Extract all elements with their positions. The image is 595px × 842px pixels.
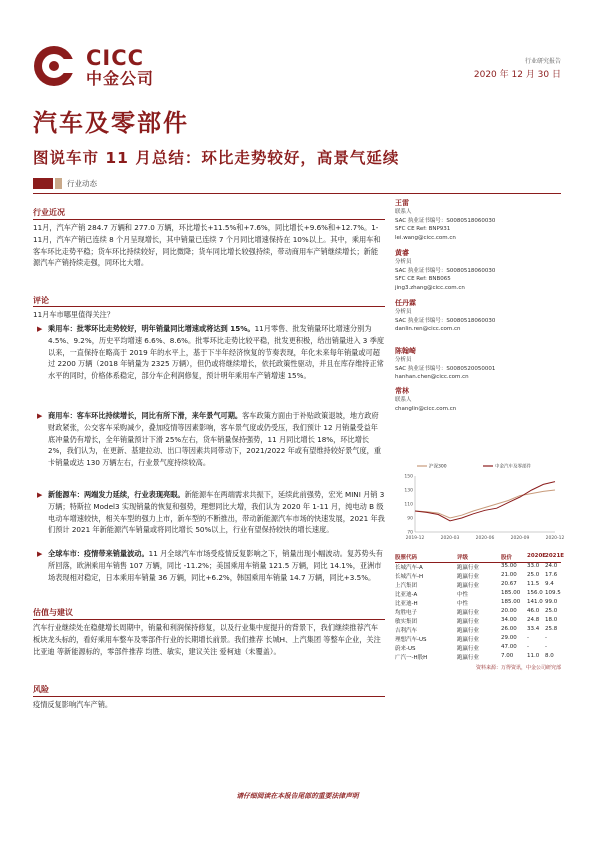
header-divider — [33, 193, 561, 194]
analyst-detail[interactable]: changlin@cicc.com.cn — [395, 405, 457, 412]
brand-name-en: CICC — [86, 46, 145, 70]
analyst-detail: SAC 执业证书编号：S0080518060030 — [395, 267, 496, 274]
table-row — [395, 617, 561, 626]
analyst-detail: SFC CE Ref: BNP931 — [395, 226, 451, 232]
table-cell: - — [527, 635, 529, 641]
table-cell: 比亚迪-A — [395, 592, 418, 598]
table-cell: 33.4 — [527, 626, 540, 632]
table-body — [395, 563, 561, 662]
table-cell: 25.0 — [545, 608, 558, 614]
analyst-detail[interactable]: danlin.ren@cicc.com.cn — [395, 326, 461, 332]
analyst-card — [395, 386, 456, 413]
table-cell: 99.0 — [545, 599, 558, 605]
table-cell: 跑赢行业 — [457, 565, 480, 571]
ratings-table — [395, 553, 565, 662]
bullet-lead: 商用车：客车环比持续增长，同比有所下滑，来年景气可期。 — [48, 411, 243, 420]
analyst-detail: SAC 执业证书编号：S0080518060030 — [395, 217, 496, 224]
y-tick-label: 110 — [404, 502, 413, 508]
table-cell: 185.00 — [501, 599, 521, 605]
tag-marker — [33, 178, 53, 189]
table-cell: 跑赢行业 — [457, 610, 480, 616]
table-cell: 25.0 — [527, 572, 540, 578]
bullet-text: 客车政策方面由于补贴政策退坡，地方政府财政紧张，公交客车采购减少，叠加疫情等因素影响，客车景气度或仍受压，我们预计 12 月销量受益年底冲量仍有增长，全年销量预计下滑 25%左右，货车销量保持强势，11 月同比增长 18%，环比增长 2%，我们认为，在更新、基建拉动、出口等因素共同带动下，2021/2022 年或有望维持较好景气度，重卡销量或达 130 万辆左右，行业景气度持续较高。 — [48, 411, 382, 468]
overview-text: 11月，汽车产销 284.7 万辆和 277.0 万辆，环比增长+11.5%和+7.6%，同比增长+9.6%和+12.7%。1-11月，汽车产销已连续 8 个月呈现增长，其中销量已连续 7 个月同比增速保持在 10%以上。其中，乘用车和客车环比走势平稳；货车环比持续较好，同比微降；货车同比增长较强持续，带动商用车产销继续增长；新能源汽车产销持续走强，同环比大增。 — [33, 223, 381, 268]
risk-text: 疫情反复影响汽车产销。 — [33, 700, 113, 709]
bullet-passenger — [48, 323, 385, 407]
table-cell: 25.8 — [545, 626, 558, 632]
analyst-name: 黄睿 — [395, 249, 409, 257]
bullet-text: 11月零售、批发销量环比增速分别为 4.5%、9.2%，历史平均增速 6.6%、8.6%。批零环比走势比较平稳，批发更积极，给出销量进入 3 季度以来，一直保持在略高于 2019 年的水平上，基于下半年经济恢复的节奏表现，年化未来每年销量或可超过 2200 万辆（2018 年销量为 2325 万辆），但仍或将继续增长，依托政策性驱动，并且在库存维持正常水平的同时，价格体系稳定，部分车企利润修复，预计明年乘用车产销增速 15%。 — [48, 324, 385, 381]
y-tick-label: 90 — [407, 516, 413, 522]
report-title: 图说车市 11 月总结：环比走势较好，高景气延续 — [33, 149, 400, 167]
table-cell: 26.00 — [501, 626, 517, 632]
section-heading-comment: 评论 — [33, 296, 49, 305]
legal-disclaimer: 请仔细阅读在本报告尾部的重要法律声明 — [236, 792, 359, 800]
table-cell: 156.0 — [527, 590, 543, 596]
table-cell: 11.5 — [527, 581, 540, 587]
section-heading-risk: 风险 — [33, 685, 49, 694]
table-row — [395, 653, 561, 662]
bullet-lead: 新能源车：两端发力延续，行业表现亮眼。 — [48, 490, 185, 499]
table-cell: 跑赢行业 — [457, 619, 480, 625]
table-cell: 中性 — [457, 592, 469, 598]
analyst-detail: 联系人 — [395, 397, 412, 403]
table-row — [395, 626, 561, 635]
analyst-detail: 分析员 — [395, 357, 412, 363]
table-cell: 广汽一-H股H — [395, 655, 428, 661]
section-heading-valuation: 估值与建议 — [33, 608, 73, 617]
table-cell: 吉利汽车 — [395, 628, 418, 634]
analyst-detail[interactable]: jing3.zhang@cicc.com.cn — [395, 284, 465, 291]
bullet-lead: 全球车市：疫情带来销量波动。 — [48, 549, 149, 558]
table-cell: 24.8 — [527, 617, 540, 623]
table-cell: 141.0 — [527, 599, 543, 605]
legend-label: 沪深300 — [429, 464, 447, 470]
x-tick-label: 2020-06 — [475, 536, 495, 541]
bullet-icon: ▶ — [37, 491, 43, 499]
table-cell: 185.00 — [501, 590, 521, 596]
report-tag: 行业动态 — [67, 179, 97, 188]
table-header-cell: 股价 — [501, 555, 513, 561]
table-header-cell: 2021E — [545, 553, 565, 559]
sector-title: 汽车及零部件 — [33, 109, 189, 137]
stock-performance-chart — [395, 460, 565, 545]
table-cell: 7.00 — [501, 653, 514, 659]
bullet-nev — [48, 489, 385, 549]
table-cell: 9.4 — [545, 581, 554, 587]
bullet-global — [48, 548, 385, 596]
table-cell: 33.0 — [527, 563, 540, 569]
y-tick-label: 130 — [404, 488, 413, 494]
table-cell: 17.6 — [545, 572, 558, 578]
table-cell: 35.00 — [501, 563, 517, 569]
analyst-name: 任丹霖 — [395, 299, 416, 307]
x-tick-label: 2020-12 — [545, 536, 565, 541]
valuation-text: 汽车行业继续处在稳健增长周期中，销量和利润保持修复，以及行业集中度提升的背景下，我们继续推荐汽车板块龙头标的，看好乘用车整车及零部件行业的长期增长前景。我们推荐 长城H、上汽集团 等整车企业，关注 比亚迪 等新能源标的，零部件推荐 均胜、敏实，建议关注 爱柯迪（未覆盖）。 — [33, 623, 381, 656]
table-cell: 长城汽车-H — [395, 574, 424, 580]
section-rule — [33, 696, 385, 697]
section-rule — [33, 619, 385, 620]
analyst-detail: 联系人 — [395, 209, 412, 215]
y-tick-label: 70 — [407, 530, 413, 536]
table-cell: 34.00 — [501, 617, 517, 623]
analyst-card — [395, 198, 495, 242]
analyst-card — [395, 298, 495, 334]
table-header-row — [395, 553, 565, 563]
table-cell: 跑赢行业 — [457, 655, 480, 661]
series-line — [415, 482, 555, 521]
table-cell: 均胜电子 — [395, 610, 418, 616]
table-cell: 跑赢行业 — [457, 646, 480, 652]
analyst-detail: SAC 执业证书编号：S0080520050001 — [395, 365, 496, 372]
table-row — [395, 635, 561, 644]
table-header-cell: 2020E — [527, 553, 547, 559]
table-cell: 20.00 — [501, 608, 517, 614]
table-cell: 8.0 — [545, 653, 554, 659]
table-cell: 18.0 — [545, 617, 558, 623]
table-cell: 长城汽车-A — [395, 565, 423, 571]
section-rule — [33, 306, 385, 307]
table-cell: 跑赢行业 — [457, 583, 480, 589]
bullet-commercial — [48, 410, 385, 482]
table-cell: - — [545, 635, 547, 641]
doc-type: 行业研究报告 — [524, 58, 561, 65]
table-cell: 跑赢行业 — [457, 574, 480, 580]
analyst-card — [395, 248, 495, 292]
x-tick-label: 2019-12 — [405, 536, 425, 541]
analyst-name: 常林 — [395, 387, 409, 395]
table-source-note: 资料来源：万得资讯，中金公司研究部 — [475, 665, 561, 671]
analyst-detail: 分析员 — [395, 259, 412, 265]
table-header-cell: 评级 — [457, 555, 469, 561]
table-row — [395, 563, 561, 572]
table-cell: 上汽集团 — [395, 583, 418, 589]
analyst-card — [395, 346, 495, 382]
table-row — [395, 590, 561, 599]
table-row — [395, 599, 561, 608]
analyst-detail: SFC CE Ref: BNB065 — [395, 276, 451, 282]
bullet-icon: ▶ — [37, 412, 43, 420]
table-cell: 11.0 — [527, 653, 540, 659]
table-cell: 21.00 — [501, 572, 517, 578]
bullet-icon: ▶ — [37, 550, 43, 558]
table-cell: 20.67 — [501, 581, 517, 587]
table-cell: 理想汽车-US — [395, 637, 427, 643]
y-tick-label: 150 — [404, 474, 413, 480]
brand-name-cn: 中金公司 — [86, 69, 155, 88]
table-row — [395, 644, 561, 653]
table-cell: 109.5 — [545, 590, 561, 596]
table-cell: 跑赢行业 — [457, 637, 480, 643]
bullet-lead: 乘用车：批零环比走势较好，明年销量同比增速或将达到 15%。 — [48, 324, 255, 333]
table-cell: - — [545, 644, 547, 650]
comment-intro: 11月车市哪里值得关注？ — [33, 310, 115, 319]
analyst-detail: 分析员 — [395, 309, 412, 315]
table-header-cell: 股票代码 — [395, 555, 418, 561]
analyst-name: 王雷 — [395, 199, 409, 207]
table-row — [395, 581, 561, 590]
table-cell: 跑赢行业 — [457, 628, 480, 634]
table-cell: 46.0 — [527, 608, 540, 614]
report-date: 2020 年 12 月 30 日 — [473, 70, 561, 80]
table-cell: 中性 — [457, 601, 469, 607]
section-heading-overview: 行业近况 — [33, 208, 65, 217]
section-rule — [33, 219, 385, 220]
x-tick-label: 2020-09 — [510, 536, 530, 541]
table-cell: - — [527, 644, 529, 650]
analyst-name: 陈翰崎 — [395, 347, 416, 355]
table-cell: 24.0 — [545, 563, 558, 569]
x-tick-label: 2020-03 — [440, 536, 460, 541]
legend-label: 中金汽车及零部件 — [495, 464, 531, 470]
bullet-icon: ▶ — [37, 325, 43, 333]
tag-marker-accent — [55, 178, 62, 189]
table-cell: 29.00 — [501, 635, 517, 641]
cicc-logo-icon — [33, 45, 75, 87]
table-row — [395, 608, 561, 617]
analyst-detail[interactable]: lei.wang@cicc.com.cn — [395, 234, 456, 241]
analyst-detail[interactable]: hanhan.chen@cicc.com.cn — [395, 374, 469, 380]
table-row — [395, 572, 561, 581]
table-cell: 敏实集团 — [395, 619, 418, 625]
analyst-detail: SAC 执业证书编号：S0080518060030 — [395, 317, 496, 324]
bullet-text: 11 月全球汽车市场受疫情反复影响之下，销量出现小幅波动。复苏势头有所回落，欧洲乘用车销售 107 万辆，同比 -11.2%；美国乘用车销量 121.5 万辆，同比 14.1%，亚洲市场表现相对稳定，日本乘用车销量 36 万辆，同比+6.2%，韩国乘用车销量 14.7 万辆，同比+3.5%。 — [48, 549, 383, 582]
table-cell: 比亚迪-H — [395, 601, 418, 607]
table-cell: 蔚来-US — [395, 646, 416, 652]
table-cell: 47.00 — [501, 644, 517, 650]
bullet-text: 新能源车在两端需求共振下，延续此前强势，宏光 MINI 月销 3 万辆；特斯拉 Model3 实现销量的恢复和强势，理想同比大增，我们认为 2020 年 1-11 月，纯电动 B 级电动车增速较快，相关车型的强力上市，新车型的不断推出，带动新能源汽车市场的快速发展，2021 年我们预计 2021 年新能源汽车销量或将同比增长 50%以上，行业有望保持较快的增长速度。 — [48, 490, 385, 535]
